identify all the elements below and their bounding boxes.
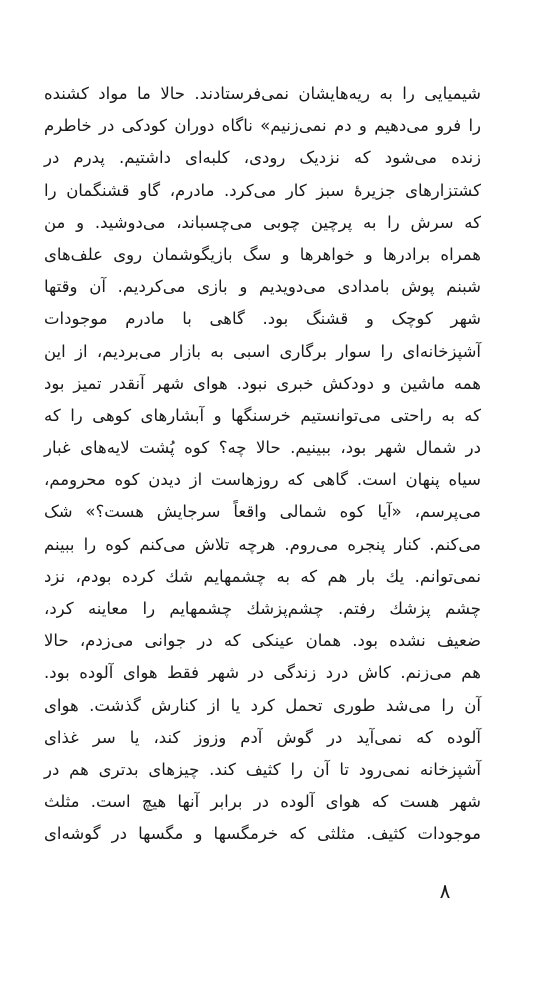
text-line: آشپزخانه‌ای را سوار برگاری اسبی به بازار می‌بردیم، از این [44,341,481,361]
text-line: شبنم پوش بامدادی می‌دویدیم و بازی می‌کردیم. آن وقتها [44,277,481,297]
text-line: که سرش را به پرچین چوبی می‌چسباند، می‌دوشید. و من [44,212,481,232]
text-line: را فرو می‌دهیم و دم نمی‌زنیم» ناگاه دوران کودکی در خاطرم [44,116,481,136]
text-line: کشتزارهای جزیرهٔ سبز کار می‌کرد. مادرم، گاو قشنگمان را [44,180,481,200]
text-line: می‌پرسم، «آیا کوه شمالی واقعاً سرجایش هست؟» شک [44,502,481,522]
text-line: زنده می‌شود که نزدیک رودی، کلبه‌ای داشتیم. پدرم در [44,148,481,168]
text-line: چشم پزشك رفتم. چشم‌پزشك چشمهایم را معاینه کرد، [44,599,481,618]
text-line: که به راحتی می‌توانستیم خرسنگها و آبشارهای کوهی را که [44,405,481,425]
text-line: شهر هست که هوای آلوده در برابر آنها هیچ است. مثلث [44,792,481,812]
text-line: شهر کوچک و قشنگ بود. گاهی با مادرم موجودات [44,309,481,329]
text-line: سیاه پنهان است. گاهی که روزهاست از دیدن کوه محرومم، [44,470,481,490]
body-text [44,78,481,851]
text-line: می‌کنم. کنار پنجره می‌روم. هرچه تلاش می‌کنم کوه را ببینم [44,534,481,554]
text-line: ضعیف نشده بود. همان عینکی که در جوانی می‌زدم، حالا [44,631,481,651]
text-line: آلوده که نمی‌آید در گوش آدم وزوز کند، یا سر غذای [44,727,481,747]
text-line: همه ماشین و دودکش خبری نبود. هوای شهر آنقدر تمیز بود [44,373,481,393]
text-line: آن را می‌شد طوری تحمل کرد یا از کنارش گذشت. هوای [44,695,481,715]
text-line: نمی‌توانم. یك بار هم که به چشمهایم شك کرده بودم، نزد [44,566,481,586]
text-line: همراه برادرها و خواهرها و سگ بازیگوشمان روی علف‌های [44,244,481,264]
text-line: در شمال شهر بود، ببینیم. حالا چه؟ کوه پُشت لایه‌های غبار [44,438,481,458]
text-line: موجودات کثیف. مثلثی که خرمگسها و مگسها در گوشه‌ای [44,824,481,844]
page-number: ۸ [439,879,451,903]
text-line: هم می‌زنم. کاش درد زندگی در شهر فقط هوای آلوده بود. [44,663,481,683]
text-line: شیمیایی را به ریه‌هایشان نمی‌فرستادند. حالا ما مواد کشنده [44,84,481,103]
text-line: آشپزخانه نمی‌رود تا آن را کثیف کند. چیزهای بدتری هم در [44,759,481,779]
